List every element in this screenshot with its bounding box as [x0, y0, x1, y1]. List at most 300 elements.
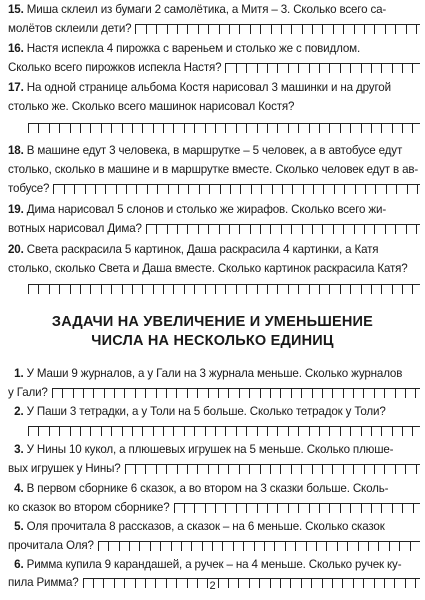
answer-cell[interactable] — [125, 464, 135, 474]
answer-cell[interactable] — [254, 541, 264, 551]
answer-cell[interactable] — [126, 184, 136, 194]
answer-cell[interactable] — [378, 541, 388, 551]
answer-cell[interactable] — [228, 388, 238, 398]
answer-cell[interactable] — [167, 224, 177, 234]
answer-cell[interactable] — [260, 224, 270, 234]
answer-cell[interactable] — [187, 224, 197, 234]
answer-cell[interactable] — [309, 123, 319, 133]
answer-boxes[interactable] — [125, 464, 420, 474]
answer-cell[interactable] — [298, 63, 308, 73]
answer-cell[interactable] — [264, 541, 274, 551]
answer-cell[interactable] — [246, 63, 256, 73]
answer-cell[interactable] — [368, 541, 378, 551]
answer-cell[interactable] — [239, 464, 249, 474]
answer-cell[interactable] — [218, 388, 228, 398]
answer-cell[interactable] — [208, 464, 218, 474]
answer-cell[interactable] — [166, 388, 176, 398]
answer-cell[interactable] — [322, 224, 332, 234]
answer-cell[interactable] — [59, 284, 69, 294]
answer-cell[interactable] — [417, 184, 420, 194]
answer-cell[interactable] — [208, 24, 218, 34]
answer-cell[interactable] — [329, 284, 339, 294]
answer-cell[interactable] — [364, 224, 374, 234]
answer-cell[interactable] — [222, 541, 232, 551]
answer-cell[interactable] — [416, 224, 420, 234]
answer-cell[interactable] — [197, 388, 207, 398]
answer-cell[interactable] — [334, 184, 344, 194]
answer-cell[interactable] — [402, 503, 412, 513]
answer-cell[interactable] — [187, 24, 197, 34]
answer-cell[interactable] — [225, 426, 235, 436]
answer-cell[interactable] — [319, 123, 329, 133]
answer-cell[interactable] — [277, 123, 287, 133]
answer-cell[interactable] — [215, 426, 225, 436]
answer-cell[interactable] — [146, 224, 156, 234]
answer-cell[interactable] — [85, 184, 95, 194]
answer-cell[interactable] — [371, 63, 381, 73]
answer-cell[interactable] — [350, 123, 360, 133]
answer-cell[interactable] — [70, 426, 80, 436]
answer-cell[interactable] — [302, 24, 312, 34]
answer-cell[interactable] — [156, 224, 166, 234]
answer-cell[interactable] — [111, 426, 121, 436]
answer-cell[interactable] — [168, 184, 178, 194]
answer-cell[interactable] — [215, 503, 225, 513]
answer-cell[interactable] — [70, 123, 80, 133]
answer-cell[interactable] — [280, 464, 290, 474]
answer-cell[interactable] — [122, 284, 132, 294]
answer-cell[interactable] — [38, 426, 48, 436]
answer-cell[interactable] — [187, 388, 197, 398]
answer-cell[interactable] — [350, 426, 360, 436]
answer-cell[interactable] — [219, 24, 229, 34]
answer-cell[interactable] — [281, 24, 291, 34]
answer-cell[interactable] — [361, 284, 371, 294]
answer-cell[interactable] — [412, 63, 420, 73]
answer-cell[interactable] — [191, 541, 201, 551]
answer-cell[interactable] — [260, 24, 270, 34]
answer-cell[interactable] — [306, 541, 316, 551]
answer-cell[interactable] — [177, 464, 187, 474]
answer-cell[interactable] — [415, 388, 420, 398]
answer-cell[interactable] — [122, 426, 132, 436]
answer-cell[interactable] — [225, 123, 235, 133]
answer-cell[interactable] — [347, 541, 357, 551]
answer-cell[interactable] — [385, 24, 395, 34]
answer-cell[interactable] — [392, 284, 402, 294]
answer-cell[interactable] — [371, 503, 381, 513]
answer-cell[interactable] — [285, 541, 295, 551]
answer-cell[interactable] — [358, 541, 368, 551]
answer-cell[interactable] — [395, 24, 405, 34]
answer-cell[interactable] — [49, 123, 59, 133]
answer-cell[interactable] — [260, 464, 270, 474]
answer-cell[interactable] — [344, 184, 354, 194]
answer-cell[interactable] — [298, 123, 308, 133]
answer-boxes[interactable] — [53, 184, 420, 194]
answer-cell[interactable] — [309, 284, 319, 294]
answer-cell[interactable] — [333, 224, 343, 234]
answer-cell[interactable] — [132, 426, 142, 436]
answer-cell[interactable] — [90, 123, 100, 133]
answer-cell[interactable] — [173, 123, 183, 133]
answer-cell[interactable] — [74, 184, 84, 194]
answer-cell[interactable] — [160, 541, 170, 551]
answer-cell[interactable] — [361, 426, 371, 436]
answer-cell[interactable] — [90, 284, 100, 294]
answer-cell[interactable] — [246, 503, 256, 513]
answer-cell[interactable] — [236, 503, 246, 513]
answer-cell[interactable] — [261, 184, 271, 194]
answer-cell[interactable] — [64, 184, 74, 194]
answer-cell[interactable] — [250, 224, 260, 234]
answer-cell[interactable] — [257, 503, 267, 513]
answer-cell[interactable] — [38, 123, 48, 133]
answer-cell[interactable] — [374, 224, 384, 234]
answer-cell[interactable] — [371, 284, 381, 294]
answer-cell[interactable] — [282, 184, 292, 194]
answer-cell[interactable] — [343, 464, 353, 474]
answer-cell[interactable] — [298, 503, 308, 513]
answer-cell[interactable] — [267, 503, 277, 513]
answer-cell[interactable] — [298, 284, 308, 294]
answer-cell[interactable] — [218, 464, 228, 474]
answer-cell[interactable] — [374, 388, 384, 398]
answer-cell[interactable] — [381, 123, 391, 133]
answer-cell[interactable] — [322, 388, 332, 398]
answer-cell[interactable] — [257, 426, 267, 436]
answer-cell[interactable] — [52, 388, 62, 398]
answer-cell[interactable] — [157, 184, 167, 194]
answer-cell[interactable] — [257, 63, 267, 73]
answer-cell[interactable] — [402, 123, 412, 133]
answer-cell[interactable] — [329, 503, 339, 513]
answer-cell[interactable] — [111, 284, 121, 294]
answer-cell[interactable] — [101, 123, 111, 133]
answer-cell[interactable] — [208, 224, 218, 234]
answer-cell[interactable] — [249, 464, 259, 474]
answer-cell[interactable] — [246, 123, 256, 133]
answer-cell[interactable] — [301, 388, 311, 398]
answer-cell[interactable] — [184, 503, 194, 513]
answer-cell[interactable] — [392, 426, 402, 436]
answer-cell[interactable] — [108, 541, 118, 551]
answer-cell[interactable] — [340, 284, 350, 294]
answer-cell[interactable] — [395, 388, 405, 398]
answer-cell[interactable] — [270, 464, 280, 474]
answer-cell[interactable] — [288, 123, 298, 133]
answer-cell[interactable] — [101, 426, 111, 436]
answer-cell[interactable] — [28, 123, 38, 133]
answer-cell[interactable] — [319, 284, 329, 294]
answer-cell[interactable] — [322, 24, 332, 34]
answer-cell[interactable] — [402, 284, 412, 294]
answer-boxes[interactable] — [174, 503, 420, 513]
answer-cell[interactable] — [132, 123, 142, 133]
answer-cell[interactable] — [93, 388, 103, 398]
answer-cell[interactable] — [389, 541, 399, 551]
answer-cell[interactable] — [298, 426, 308, 436]
answer-cell[interactable] — [208, 388, 218, 398]
answer-cell[interactable] — [412, 123, 420, 133]
answer-cell[interactable] — [184, 284, 194, 294]
answer-cell[interactable] — [205, 426, 215, 436]
answer-cell[interactable] — [386, 184, 396, 194]
answer-cell[interactable] — [332, 464, 342, 474]
answer-cell[interactable] — [322, 464, 332, 474]
answer-cell[interactable] — [350, 284, 360, 294]
answer-cell[interactable] — [116, 184, 126, 194]
answer-cell[interactable] — [337, 541, 347, 551]
answer-cell[interactable] — [316, 541, 326, 551]
answer-cell[interactable] — [371, 123, 381, 133]
answer-cell[interactable] — [277, 426, 287, 436]
answer-cell[interactable] — [302, 224, 312, 234]
answer-cell[interactable] — [340, 63, 350, 73]
answer-cell[interactable] — [416, 24, 420, 34]
answer-cell[interactable] — [271, 24, 281, 34]
answer-cell[interactable] — [410, 541, 420, 551]
answer-cell[interactable] — [309, 426, 319, 436]
answer-cell[interactable] — [80, 426, 90, 436]
answer-cell[interactable] — [381, 63, 391, 73]
answer-cell[interactable] — [374, 464, 384, 474]
answer-cell[interactable] — [135, 24, 145, 34]
answer-cell[interactable] — [384, 464, 394, 474]
answer-cell[interactable] — [329, 63, 339, 73]
answer-cell[interactable] — [181, 541, 191, 551]
answer-boxes[interactable] — [28, 284, 420, 294]
answer-boxes[interactable] — [98, 541, 420, 551]
answer-cell[interactable] — [309, 63, 319, 73]
answer-cell[interactable] — [122, 123, 132, 133]
answer-cell[interactable] — [375, 184, 385, 194]
answer-cell[interactable] — [205, 123, 215, 133]
answer-cell[interactable] — [392, 503, 402, 513]
answer-cell[interactable] — [385, 224, 395, 234]
answer-cell[interactable] — [280, 388, 290, 398]
answer-cell[interactable] — [194, 426, 204, 436]
answer-cell[interactable] — [70, 284, 80, 294]
answer-cell[interactable] — [274, 541, 284, 551]
answer-cell[interactable] — [288, 284, 298, 294]
answer-cell[interactable] — [312, 224, 322, 234]
answer-cell[interactable] — [229, 224, 239, 234]
answer-cell[interactable] — [167, 24, 177, 34]
answer-cell[interactable] — [350, 63, 360, 73]
answer-cell[interactable] — [343, 24, 353, 34]
answer-cell[interactable] — [416, 464, 420, 474]
answer-cell[interactable] — [291, 224, 301, 234]
answer-cell[interactable] — [145, 388, 155, 398]
answer-cell[interactable] — [153, 284, 163, 294]
answer-cell[interactable] — [301, 464, 311, 474]
answer-cell[interactable] — [396, 184, 406, 194]
answer-cell[interactable] — [303, 184, 313, 194]
answer-cell[interactable] — [135, 388, 145, 398]
answer-cell[interactable] — [246, 284, 256, 294]
answer-cell[interactable] — [219, 224, 229, 234]
answer-boxes[interactable] — [52, 388, 420, 398]
answer-cell[interactable] — [239, 24, 249, 34]
answer-cell[interactable] — [225, 284, 235, 294]
answer-cell[interactable] — [340, 426, 350, 436]
answer-cell[interactable] — [236, 284, 246, 294]
answer-cell[interactable] — [188, 184, 198, 194]
answer-cell[interactable] — [312, 388, 322, 398]
answer-cell[interactable] — [229, 24, 239, 34]
answer-cell[interactable] — [361, 503, 371, 513]
answer-cell[interactable] — [236, 426, 246, 436]
answer-cell[interactable] — [142, 123, 152, 133]
answer-cell[interactable] — [174, 503, 184, 513]
answer-boxes[interactable] — [146, 224, 420, 234]
answer-cell[interactable] — [312, 24, 322, 34]
answer-cell[interactable] — [98, 541, 108, 551]
answer-cell[interactable] — [365, 184, 375, 194]
answer-cell[interactable] — [405, 464, 415, 474]
answer-cell[interactable] — [281, 224, 291, 234]
answer-cell[interactable] — [228, 464, 238, 474]
answer-cell[interactable] — [354, 24, 364, 34]
answer-cell[interactable] — [146, 24, 156, 34]
answer-cell[interactable] — [205, 503, 215, 513]
answer-cell[interactable] — [312, 464, 322, 474]
answer-cell[interactable] — [381, 426, 391, 436]
answer-cell[interactable] — [225, 63, 235, 73]
answer-cell[interactable] — [332, 388, 342, 398]
answer-cell[interactable] — [323, 184, 333, 194]
answer-cell[interactable] — [163, 426, 173, 436]
answer-cell[interactable] — [295, 541, 305, 551]
answer-boxes[interactable] — [28, 426, 420, 436]
answer-cell[interactable] — [142, 284, 152, 294]
answer-cell[interactable] — [53, 184, 63, 194]
answer-cell[interactable] — [142, 426, 152, 436]
answer-cell[interactable] — [340, 503, 350, 513]
answer-cell[interactable] — [246, 426, 256, 436]
answer-cell[interactable] — [291, 464, 301, 474]
answer-cell[interactable] — [353, 388, 363, 398]
answer-cell[interactable] — [83, 388, 93, 398]
answer-cell[interactable] — [407, 184, 417, 194]
answer-cell[interactable] — [187, 464, 197, 474]
answer-cell[interactable] — [257, 123, 267, 133]
answer-cell[interactable] — [80, 123, 90, 133]
answer-boxes[interactable] — [135, 24, 420, 34]
answer-cell[interactable] — [313, 184, 323, 194]
answer-cell[interactable] — [319, 503, 329, 513]
answer-boxes[interactable] — [28, 123, 420, 133]
answer-cell[interactable] — [90, 426, 100, 436]
answer-cell[interactable] — [406, 24, 416, 34]
answer-cell[interactable] — [257, 284, 267, 294]
answer-cell[interactable] — [184, 123, 194, 133]
answer-cell[interactable] — [171, 541, 181, 551]
answer-cell[interactable] — [105, 184, 115, 194]
answer-cell[interactable] — [215, 284, 225, 294]
answer-cell[interactable] — [145, 464, 155, 474]
answer-cell[interactable] — [49, 284, 59, 294]
answer-cell[interactable] — [156, 464, 166, 474]
answer-cell[interactable] — [173, 426, 183, 436]
answer-cell[interactable] — [354, 224, 364, 234]
answer-cell[interactable] — [230, 184, 240, 194]
answer-cell[interactable] — [361, 123, 371, 133]
answer-cell[interactable] — [236, 63, 246, 73]
answer-cell[interactable] — [212, 541, 222, 551]
answer-cell[interactable] — [405, 388, 415, 398]
answer-cell[interactable] — [277, 284, 287, 294]
answer-cell[interactable] — [412, 426, 420, 436]
answer-cell[interactable] — [402, 426, 412, 436]
answer-cell[interactable] — [291, 24, 301, 34]
answer-cell[interactable] — [178, 184, 188, 194]
answer-cell[interactable] — [202, 541, 212, 551]
answer-cell[interactable] — [374, 24, 384, 34]
answer-cell[interactable] — [260, 388, 270, 398]
answer-cell[interactable] — [59, 426, 69, 436]
answer-cell[interactable] — [402, 63, 412, 73]
answer-cell[interactable] — [129, 541, 139, 551]
answer-cell[interactable] — [156, 24, 166, 34]
answer-cell[interactable] — [384, 388, 394, 398]
answer-cell[interactable] — [309, 503, 319, 513]
answer-cell[interactable] — [343, 388, 353, 398]
answer-cell[interactable] — [177, 24, 187, 34]
answer-cell[interactable] — [156, 388, 166, 398]
answer-cell[interactable] — [119, 541, 129, 551]
answer-cell[interactable] — [270, 388, 280, 398]
answer-cell[interactable] — [233, 541, 243, 551]
answer-cell[interactable] — [399, 541, 409, 551]
answer-cell[interactable] — [343, 224, 353, 234]
answer-cell[interactable] — [250, 24, 260, 34]
answer-cell[interactable] — [101, 284, 111, 294]
answer-cell[interactable] — [38, 284, 48, 294]
answer-cell[interactable] — [392, 63, 402, 73]
answer-cell[interactable] — [239, 224, 249, 234]
answer-cell[interactable] — [267, 63, 277, 73]
answer-cell[interactable] — [267, 123, 277, 133]
answer-cell[interactable] — [194, 503, 204, 513]
answer-cell[interactable] — [205, 284, 215, 294]
answer-cell[interactable] — [136, 184, 146, 194]
answer-cell[interactable] — [406, 224, 416, 234]
answer-cell[interactable] — [199, 184, 209, 194]
answer-cell[interactable] — [381, 503, 391, 513]
answer-cell[interactable] — [364, 464, 374, 474]
answer-cell[interactable] — [240, 184, 250, 194]
answer-cell[interactable] — [267, 284, 277, 294]
answer-cell[interactable] — [326, 541, 336, 551]
answer-cell[interactable] — [73, 388, 83, 398]
answer-cell[interactable] — [225, 503, 235, 513]
answer-boxes[interactable] — [225, 63, 420, 73]
answer-cell[interactable] — [395, 224, 405, 234]
answer-cell[interactable] — [267, 426, 277, 436]
answer-cell[interactable] — [350, 503, 360, 513]
answer-cell[interactable] — [111, 123, 121, 133]
answer-cell[interactable] — [197, 464, 207, 474]
answer-cell[interactable] — [361, 63, 371, 73]
answer-cell[interactable] — [319, 426, 329, 436]
answer-cell[interactable] — [355, 184, 365, 194]
answer-cell[interactable] — [272, 184, 282, 194]
answer-cell[interactable] — [173, 284, 183, 294]
answer-cell[interactable] — [413, 503, 420, 513]
answer-cell[interactable] — [28, 284, 38, 294]
